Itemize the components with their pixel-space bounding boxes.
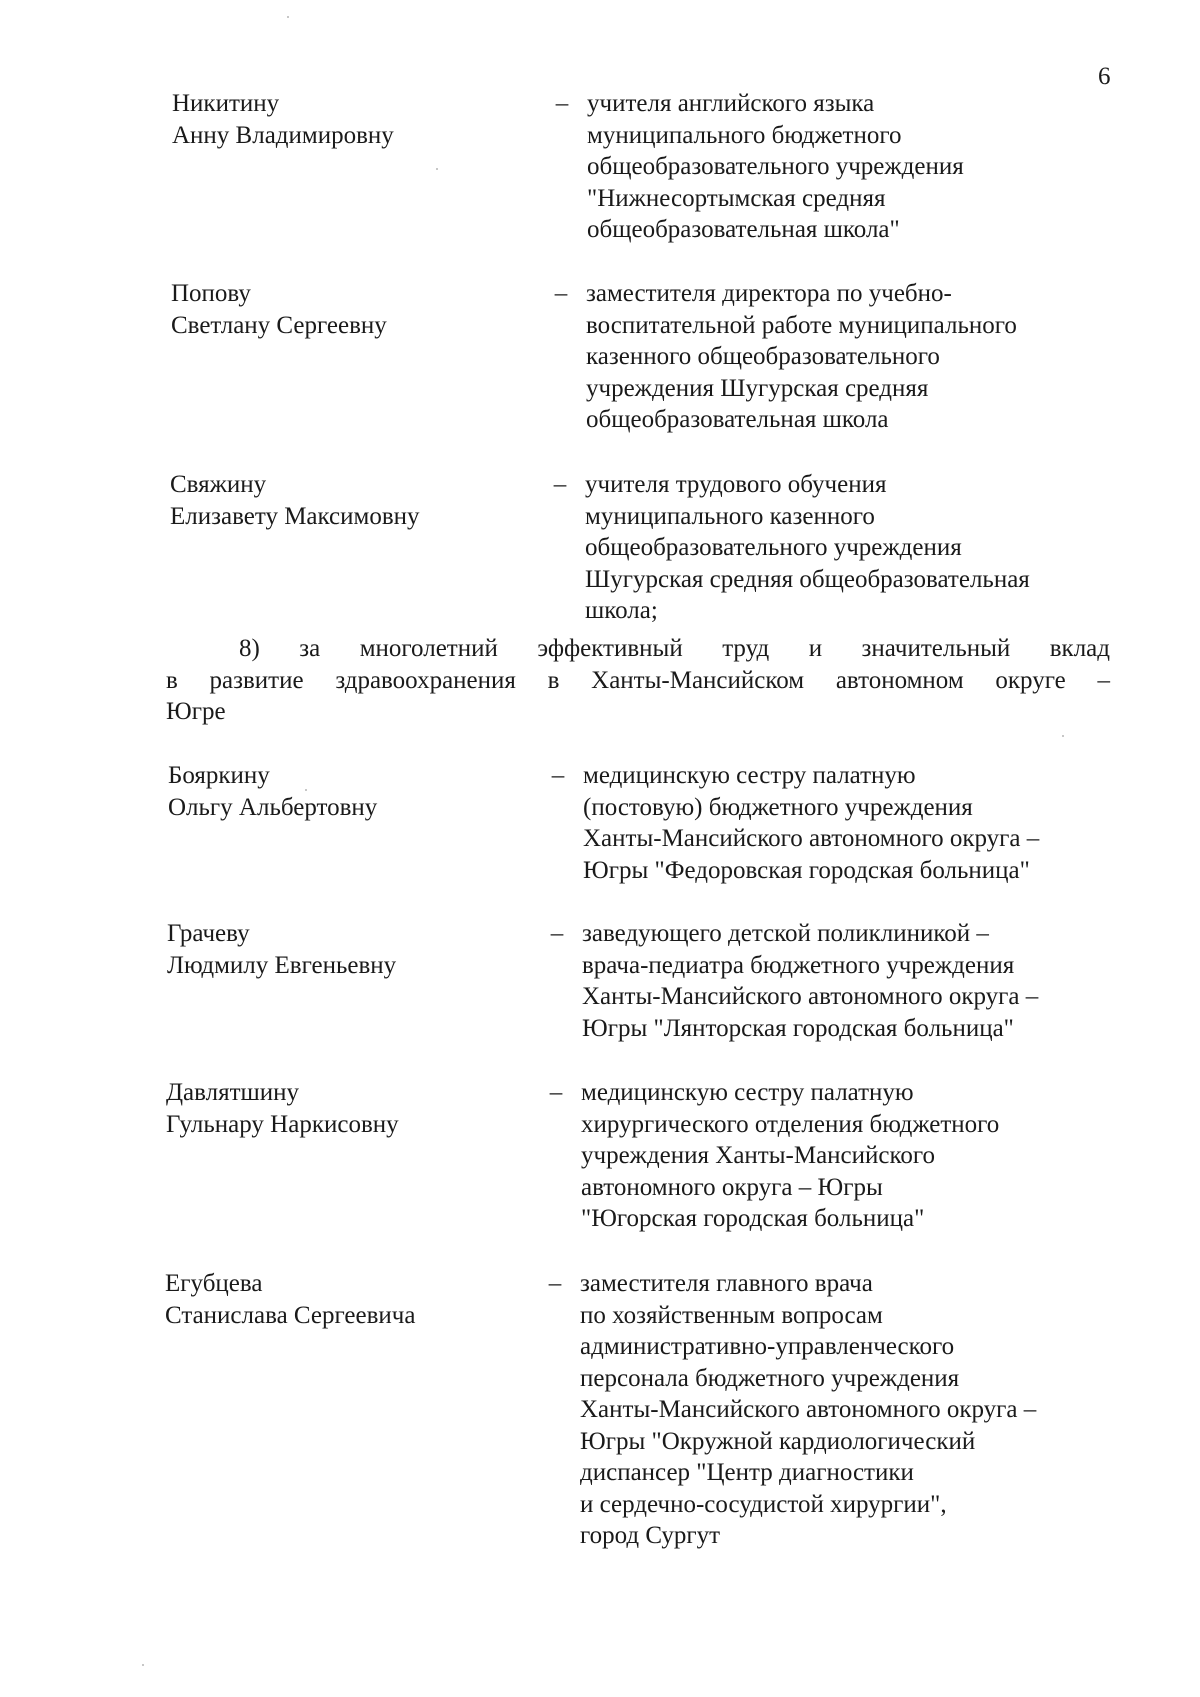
position-description xyxy=(586,278,1106,436)
person-name xyxy=(171,278,531,341)
dash-separator: – xyxy=(553,471,567,498)
description-line: общеобразовательного учреждения xyxy=(587,153,964,180)
person-name xyxy=(167,918,527,981)
position-description xyxy=(582,918,1102,1044)
description-line: "Югорская городская больница" xyxy=(581,1205,925,1232)
word: вклад xyxy=(1049,635,1110,662)
description-line: город Сургут xyxy=(580,1522,721,1549)
scan-speck xyxy=(436,168,438,170)
description-line: административно-управленческого xyxy=(580,1333,955,1360)
person-name xyxy=(172,88,532,151)
dash-separator: – xyxy=(555,90,569,117)
description-line: школа; xyxy=(585,597,658,624)
paragraph-line xyxy=(166,665,1110,697)
description-line: муниципального бюджетного xyxy=(587,121,902,149)
description-line: (постовую) бюджетного учреждения xyxy=(583,793,973,821)
word: округе xyxy=(995,666,1066,694)
position-description xyxy=(587,88,1107,246)
description-line: Югры "Федоровская городская больница" xyxy=(583,856,1030,884)
given-names: Ольгу Альбертовну xyxy=(168,793,378,821)
word: труд xyxy=(722,635,770,662)
position-description xyxy=(585,469,1105,627)
paragraph-line xyxy=(166,633,1110,665)
position-description xyxy=(580,1268,1100,1552)
scan-speck xyxy=(305,789,307,791)
paragraph-line: Югре xyxy=(166,698,226,725)
position-description xyxy=(583,760,1103,886)
word: и xyxy=(808,635,823,662)
given-names: Гульнару Наркисовну xyxy=(166,1110,399,1138)
given-names: Станислава Сергеевича xyxy=(165,1301,416,1329)
description-line: Ханты-Мансийского автономного округа – xyxy=(582,983,1039,1010)
description-line: учителя трудового обучения xyxy=(585,471,887,498)
description-line: учреждения Шугурская средняя xyxy=(586,374,929,402)
description-line: медицинскую сестру палатную xyxy=(581,1079,914,1106)
scan-speck xyxy=(1062,735,1064,737)
word: в xyxy=(547,666,560,694)
dash-separator: – xyxy=(549,1079,563,1106)
given-names: Людмилу Евгеньевну xyxy=(167,951,397,979)
dash-separator: – xyxy=(554,280,568,307)
surname: Давлятшину xyxy=(166,1079,300,1106)
description-line: Ханты-Мансийского автономного округа – xyxy=(580,1396,1037,1423)
surname: Грачеву xyxy=(167,920,250,947)
description-line: казенного общеобразовательного xyxy=(586,343,940,370)
description-line: врача-педиатра бюджетного учреждения xyxy=(582,951,1015,979)
description-line: и сердечно-сосудистой хирургии", xyxy=(580,1490,947,1518)
description-line: автономного округа – Югры xyxy=(581,1173,883,1201)
surname: Свяжину xyxy=(170,471,267,498)
dash-separator: – xyxy=(550,920,564,947)
word: значительный xyxy=(861,635,1011,662)
page-number: 6 xyxy=(1098,63,1111,90)
description-line: заместителя директора по учебно- xyxy=(586,280,952,307)
description-line: "Нижнесортымская средняя xyxy=(587,184,886,212)
dash-separator: – xyxy=(548,1270,562,1297)
person-name xyxy=(170,469,530,532)
description-line: хирургического отделения бюджетного xyxy=(581,1110,1000,1138)
word: за xyxy=(299,635,321,662)
person-name xyxy=(168,760,528,823)
word: Ханты-Мансийском xyxy=(591,666,805,694)
word: здравоохранения xyxy=(335,666,516,694)
word: – xyxy=(1097,666,1110,694)
description-line: учреждения Ханты-Мансийского xyxy=(581,1142,936,1169)
surname: Бояркину xyxy=(168,762,270,789)
description-line: заместителя главного врача xyxy=(580,1270,873,1297)
person-name xyxy=(165,1268,525,1331)
description-line: медицинскую сестру палатную xyxy=(583,762,916,789)
surname: Попову xyxy=(171,280,251,307)
word: многолетний xyxy=(359,635,498,662)
given-names: Елизавету Максимовну xyxy=(170,502,420,530)
description-line: учителя английского языка xyxy=(587,90,875,117)
word: эффективный xyxy=(537,635,683,662)
surname: Никитину xyxy=(172,90,280,117)
given-names: Анну Владимировну xyxy=(172,121,394,149)
description-line: персонала бюджетного учреждения xyxy=(580,1364,960,1392)
word: 8) xyxy=(239,635,260,662)
description-line: заведующего детской поликлиникой – xyxy=(582,920,989,947)
person-name xyxy=(166,1077,526,1140)
scan-speck xyxy=(287,16,289,18)
description-line: муниципального казенного xyxy=(585,502,875,530)
description-line: общеобразовательная школа" xyxy=(587,216,900,243)
description-line: диспансер "Центр диагностики xyxy=(580,1459,914,1486)
description-line: Югры "Окружной кардиологический xyxy=(580,1427,976,1455)
description-line: Шугурская средняя общеобразовательная xyxy=(585,565,1030,593)
description-line: по хозяйственным вопросам xyxy=(580,1301,883,1329)
scan-speck xyxy=(142,1664,144,1666)
section-8-paragraph xyxy=(166,633,1110,728)
word: в xyxy=(166,666,178,694)
surname: Егубцева xyxy=(165,1270,263,1297)
given-names: Светлану Сергеевну xyxy=(171,311,387,339)
description-line: общеобразовательного учреждения xyxy=(585,534,962,561)
description-line: воспитательной работе муниципального xyxy=(586,311,1017,339)
description-line: Ханты-Мансийского автономного округа – xyxy=(583,825,1040,852)
word: автономном xyxy=(835,666,964,694)
description-line: общеобразовательная школа xyxy=(586,406,889,433)
description-line: Югры "Лянторская городская больница" xyxy=(582,1014,1014,1042)
position-description xyxy=(581,1077,1101,1235)
word: развитие xyxy=(209,666,304,694)
dash-separator: – xyxy=(551,762,565,789)
